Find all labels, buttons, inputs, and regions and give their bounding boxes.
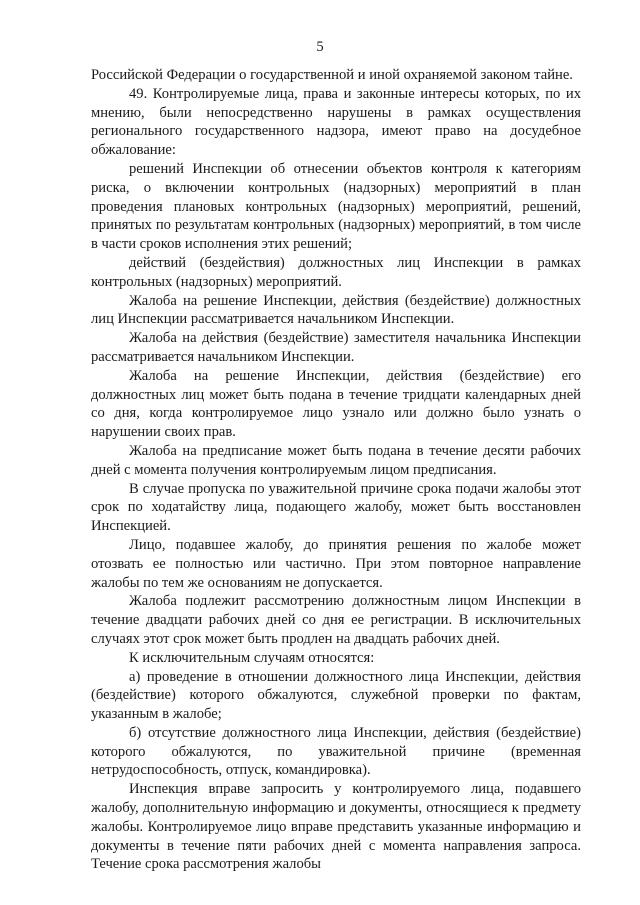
paragraph-continuation: Российской Федерации о государственной и иной охраняемой законом тайне.	[91, 67, 573, 83]
paragraph-deadline-restore: В случае пропуска по уважительной причине срока подачи жалобы этот срок по ходатайству лица, подающего жалобу, может быть восстановлен Инспекцией.	[91, 480, 581, 535]
paragraph-clause-49: 49. Контролируемые лица, права и законные интересы которых, по их мнению, были непосредственно нарушены в рамках осуществления регионального государственного надзора, имеют право на досудебное обжалование:	[91, 85, 581, 159]
paragraph-request-info: Инспекция вправе запросить у контролируемого лица, подавшего жалобу, дополнительную информацию и документы, относящиеся к предмету жалобы. Контролируемое лицо вправе представить указанные информацию и документы в течение пяти рабочих дней с момента направления запроса. Течение срока рассмотрения жалобы	[91, 781, 581, 873]
page-number: 5	[316, 39, 324, 55]
paragraph-actions: действий (бездействия) должностных лиц Инспекции в рамках контрольных (надзорных) мероприятий.	[91, 254, 581, 290]
paragraph-withdrawal: Лицо, подавшее жалобу, до принятия решения по жалобе может отозвать ее полностью или частично. При этом повторное направление жалобы по тем же основаниям не допускается.	[91, 536, 581, 591]
paragraph-complaint-deputy: Жалоба на действия (бездействие) заместителя начальника Инспекции рассматривается начальником Инспекции.	[91, 330, 581, 365]
paragraph-case-b: б) отсутствие должностного лица Инспекции, действия (бездействие) которого обжалуются, по уважительной причине (временная нетрудоспособность, отпуск, командировка).	[91, 724, 581, 779]
paragraph-complaint-deadline: Жалоба на решение Инспекции, действия (бездействие) его должностных лиц может быть подана в течение тридцати календарных дней со дня, когда контролируемое лицо узнало или должно было узнать о нарушении своих прав.	[91, 367, 581, 441]
document-body	[91, 66, 581, 874]
paragraph-exceptional-cases: К исключительным случаям относятся:	[129, 649, 375, 666]
paragraph-review-period: Жалоба подлежит рассмотрению должностным лицом Инспекции в течение двадцати рабочих дней со дня ее регистрации. В исключительных случаях этот срок может быть продлен на двадцать рабочих дней.	[91, 593, 581, 647]
paragraph-case-a: а) проведение в отношении должностного лица Инспекции, действия (бездействие) которого обжалуются, служебной проверки по фактам, указанным в жалобе;	[91, 668, 581, 723]
paragraph-complaint-order: Жалоба на предписание может быть подана в течение десяти рабочих дней с момента получения контролируемым лицом предписания.	[91, 442, 581, 478]
paragraph-decisions: решений Инспекции об отнесении объектов контроля к категориям риска, о включении контрольных (надзорных) мероприятий в план проведения плановых контрольных (надзорных) мероприятий, решений, принятых по результатам контрольных (надзорных) мероприятий, в том числе в части сроков исполнения этих решений;	[91, 160, 581, 253]
paragraph-complaint-decision: Жалоба на решение Инспекции, действия (бездействие) должностных лиц Инспекции рассматривается начальником Инспекции.	[91, 292, 581, 328]
